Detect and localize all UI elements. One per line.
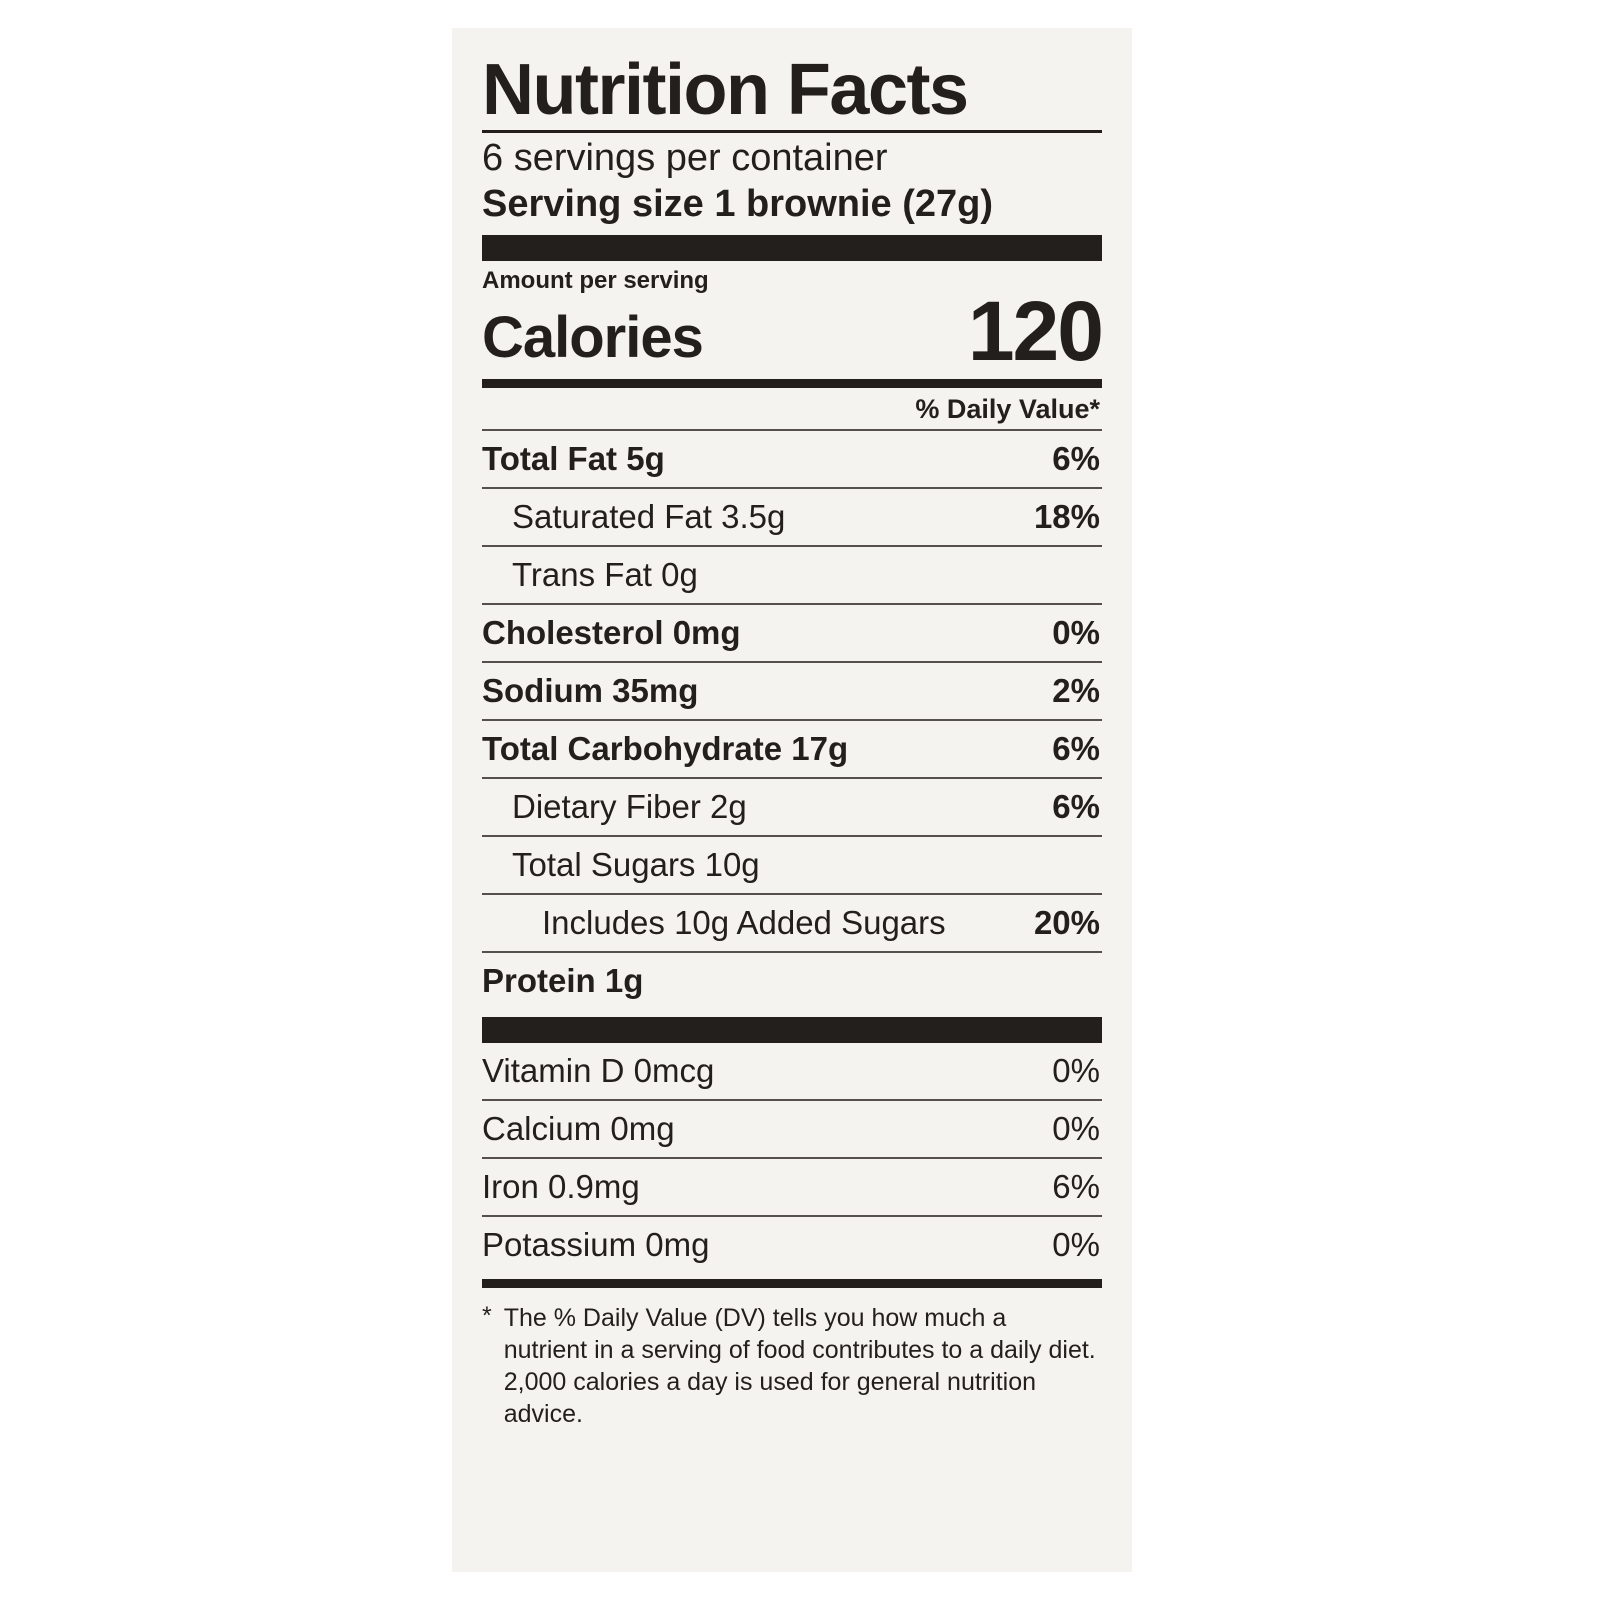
- nutrient-name: Protein 1g: [482, 961, 644, 999]
- nutrient-name: Total Carbohydrate 17g: [482, 729, 849, 767]
- nutrient-name: Total Sugars 10g: [512, 845, 760, 883]
- nutrient-name: Dietary Fiber 2g: [512, 787, 747, 825]
- daily-value-header: % Daily Value*: [915, 393, 1100, 424]
- servings-per-container: 6 servings per container: [482, 137, 888, 180]
- nutrient-row: [482, 663, 1102, 719]
- nutrient-daily-value: 20%: [1033, 903, 1100, 941]
- nutrient-daily-value: 6%: [1052, 787, 1100, 825]
- footnote-block: [482, 1288, 1102, 1430]
- nutrient-row: [482, 953, 1102, 1009]
- serving-size: Serving size 1 brownie (27g): [482, 183, 994, 226]
- micronutrient-daily-value: 0%: [1052, 1225, 1100, 1263]
- divider-thick-top: [482, 235, 1102, 261]
- calories-label: Calories: [482, 304, 703, 370]
- amount-per-serving-label: Amount per serving: [482, 266, 709, 294]
- nutrient-daily-value: 18%: [1033, 497, 1100, 535]
- nutrient-name: Saturated Fat 3.5g: [512, 497, 786, 535]
- nutrient-rows: [482, 431, 1102, 1009]
- nutrient-name: Trans Fat 0g: [512, 555, 698, 593]
- nutrient-name: Cholesterol 0mg: [482, 613, 741, 651]
- nutrient-row: [482, 547, 1102, 603]
- calories-row: [482, 283, 1102, 378]
- nutrient-row: [482, 837, 1102, 893]
- micronutrient-name: Potassium 0mg: [482, 1225, 710, 1263]
- nutrient-row: [482, 605, 1102, 661]
- micronutrient-daily-value: 6%: [1052, 1167, 1100, 1205]
- nutrient-row: [482, 431, 1102, 487]
- micronutrient-row: [482, 1101, 1102, 1157]
- micronutrient-daily-value: 0%: [1052, 1051, 1100, 1089]
- label-title: Nutrition Facts: [482, 50, 968, 130]
- micronutrient-name: Iron 0.9mg: [482, 1167, 640, 1205]
- label-inner: [482, 50, 1102, 1430]
- nutrient-name: Total Fat 5g: [482, 439, 665, 477]
- micronutrient-name: Calcium 0mg: [482, 1109, 675, 1147]
- divider-under-title: [482, 130, 1102, 133]
- micronutrient-row: [482, 1159, 1102, 1215]
- nutrient-daily-value: 2%: [1052, 671, 1100, 709]
- footnote-asterisk: *: [482, 1301, 492, 1330]
- nutrient-row: [482, 489, 1102, 545]
- divider-above-footnote: [482, 1279, 1102, 1288]
- nutrient-name: Includes 10g Added Sugars: [542, 903, 946, 941]
- divider-thick-mid: [482, 1017, 1102, 1043]
- calories-value: 120: [967, 283, 1102, 378]
- nutrient-row: [482, 779, 1102, 835]
- micronutrient-rows: [482, 1043, 1102, 1273]
- divider-under-calories: [482, 379, 1102, 388]
- nutrient-daily-value: 6%: [1052, 439, 1100, 477]
- nutrient-row: [482, 721, 1102, 777]
- micronutrient-daily-value: 0%: [1052, 1109, 1100, 1147]
- nutrient-row: [482, 895, 1102, 951]
- nutrient-daily-value: 6%: [1052, 729, 1100, 767]
- nutrition-facts-label: [452, 28, 1132, 1572]
- nutrient-name: Sodium 35mg: [482, 671, 699, 709]
- footnote-text: The % Daily Value (DV) tells you how much a nutrient in a serving of food contributes to a daily diet. 2,000 calories a day is used for general nutrition advice.: [503, 1303, 1096, 1428]
- micronutrient-row: [482, 1043, 1102, 1099]
- nutrient-daily-value: 0%: [1052, 613, 1100, 651]
- micronutrient-name: Vitamin D 0mcg: [482, 1051, 715, 1089]
- micronutrient-row: [482, 1217, 1102, 1273]
